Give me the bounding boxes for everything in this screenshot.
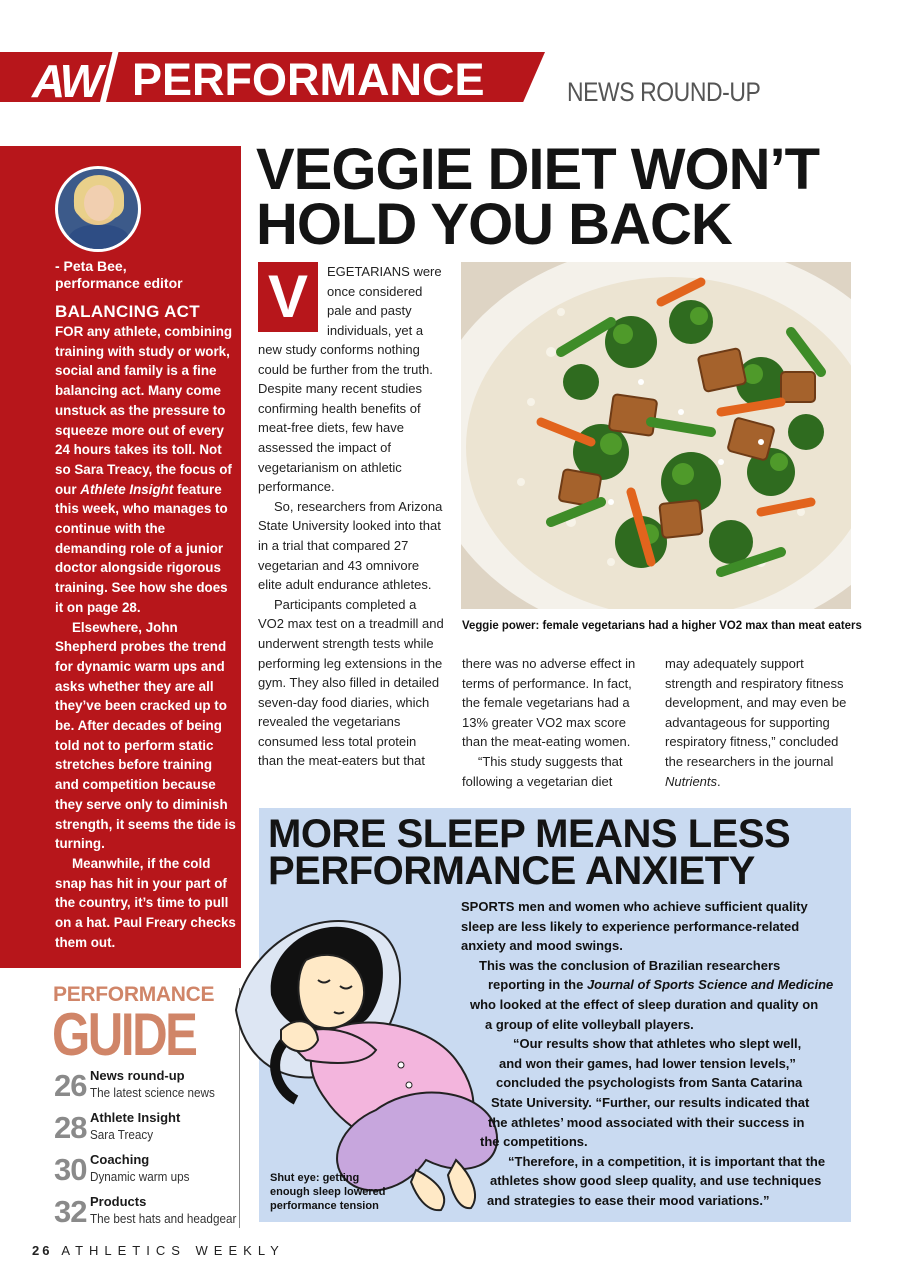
editor-avatar	[55, 166, 141, 252]
article-headline	[256, 137, 856, 257]
guide-item-sub: Sara Treacy	[90, 1127, 154, 1142]
headline-line: HOLD YOU BACK	[256, 192, 732, 257]
text-line: and strategies to ease their mood variations.”	[487, 1193, 770, 1208]
guide-item-title: Coaching	[90, 1152, 150, 1167]
text-line: once considered	[327, 283, 423, 299]
subsection-title: NEWS ROUND-UP	[567, 77, 761, 107]
text-line: “Our results show that athletes who slept well,	[513, 1036, 802, 1051]
text-line: the competitions.	[480, 1134, 588, 1149]
guide-item-title: Products	[90, 1194, 147, 1209]
guide-item[interactable]	[54, 1152, 239, 1192]
text-line: the athletes’ mood associated with their success in	[488, 1115, 805, 1130]
publication-name: ATHLETICS WEEKLY	[61, 1243, 285, 1258]
byline-role: performance editor	[55, 275, 183, 291]
headline-line: VEGGIE DIET WON’T	[256, 137, 820, 202]
guide-title: GUIDE	[52, 1001, 196, 1068]
page-number: 26	[32, 1243, 53, 1258]
text-line: concluded the psychologists from Santa Catarina	[496, 1075, 803, 1090]
guide-page-number: 30	[54, 1152, 87, 1187]
text-line: sleep are less likely to experience performance-related	[461, 919, 800, 934]
text-line: reporting in the Journal of Sports Science and Medicine	[488, 977, 834, 992]
text-line: This was the conclusion of Brazilian researchers	[479, 958, 781, 973]
veggie-stirfry-photo	[461, 262, 851, 609]
article-column-3	[665, 654, 853, 791]
sidebar-paragraph: Elsewhere, John Shepherd probes the trend for dynamic warm ups and asks whether they are all they’ve been cracked up to be. After decades of being told not to perform static stretches before training and competition because they serve only to diminish strength, it seems the tide is turning.	[55, 619, 236, 852]
illustration-caption: Shut eye: getting enough sleep lowered performance tension	[270, 1172, 386, 1212]
guide-item-sub: Dynamic warm ups	[90, 1169, 190, 1184]
article-intro-lines	[327, 262, 447, 340]
sleep-article-text	[270, 897, 850, 1217]
guide-item-sub: The latest science news	[90, 1085, 215, 1100]
text-line: and won their games, had lower tension levels,”	[499, 1056, 796, 1071]
paragraph: there was no adverse effect in terms of performance. In fact, the female vegetarians had a 13% greater VO2 max score than the meat-eating women.	[462, 656, 636, 750]
guide-item-title: News round-up	[90, 1068, 185, 1083]
text-line: “Therefore, in a competition, it is important that the	[508, 1154, 826, 1169]
guide-item-sub: The best hats and headgear	[90, 1211, 237, 1226]
text-line: SPORTS men and women who achieve sufficient quality	[461, 899, 808, 914]
headline-line: PERFORMANCE ANXIETY	[268, 849, 755, 893]
guide-item[interactable]	[54, 1110, 239, 1150]
article-column-2	[462, 654, 646, 791]
guide-item-title: Athlete Insight	[90, 1110, 181, 1125]
text-line: EGETARIANS were	[327, 264, 442, 279]
editor-byline	[55, 258, 235, 292]
sleep-headline	[268, 812, 858, 893]
guide-page-number: 32	[54, 1194, 87, 1229]
paragraph: new study conforms nothing could be further from the truth. Despite many recent studies confirming health benefits of meat-free diets, few have assessed the impact of vegetarianism on athletic performance.	[258, 342, 433, 495]
guide-page-number: 26	[54, 1068, 87, 1103]
paragraph: Participants completed a VO2 max test on a treadmill and underwent strength tests while performing leg extensions in the gym. They also filled in detailed seven-day food diaries, which revealed the vegetarians consumed less total protein than the meat-eaters but that	[258, 596, 444, 769]
page-footer	[32, 1243, 285, 1258]
guide-item[interactable]	[54, 1194, 239, 1234]
paragraph: may adequately support strength and respiratory fitness development, and may even be advantageous for supporting respiratory fitness,” concluded the researchers in the journal Nutrients.	[665, 656, 847, 789]
sidebar-title: BALANCING ACT	[55, 302, 200, 321]
paragraph: So, researchers from Arizona State University looked into that in a trial that compared 27 vegetarian and 43 omnivore elite adult endurance athletes.	[258, 498, 443, 593]
aw-logo: AW	[32, 55, 101, 107]
photo-caption: Veggie power: female vegetarians had a higher VO2 max than meat eaters	[462, 618, 862, 632]
byline-name: - Peta Bee,	[55, 258, 127, 274]
text-line: State University. “Further, our results indicated that	[491, 1095, 810, 1110]
drop-cap: V	[258, 262, 318, 332]
sidebar-paragraph: Meanwhile, if the cold snap has hit in your part of the country, it’s time to pull on a hat. Paul Freary checks them out.	[55, 855, 236, 950]
section-title: PERFORMANCE	[132, 54, 485, 105]
headline-line: MORE SLEEP MEANS LESS	[268, 812, 791, 856]
guide-label: PERFORMANCE	[53, 983, 215, 1006]
text-line: a group of elite volleyball players.	[485, 1017, 694, 1032]
text-line: individuals, yet a	[327, 322, 424, 338]
text-line: athletes show good sleep quality, and use techniques	[490, 1173, 822, 1188]
text-line: anxiety and mood swings.	[461, 938, 623, 953]
text-line: pale and pasty	[327, 303, 412, 319]
paragraph: “This study suggests that following a vegetarian diet	[462, 753, 623, 789]
guide-page-number: 28	[54, 1110, 87, 1145]
sidebar-body	[55, 322, 237, 953]
text-line: who looked at the effect of sleep duration and quality on	[470, 997, 819, 1012]
guide-item[interactable]	[54, 1068, 239, 1108]
article-column-1	[258, 340, 444, 771]
sidebar-paragraph: FOR any athlete, combining training with study or work, social and family is a fine balancing act. Many come unstuck as the pressure to squeeze more out of every 24 hours takes its toll. Not so Sara Treacy, the focus of our Athlete Insight feature this week, who manages to continue with the demanding role of a junior doctor alongside rigorous training. See how she does it on page 28.	[55, 324, 233, 615]
